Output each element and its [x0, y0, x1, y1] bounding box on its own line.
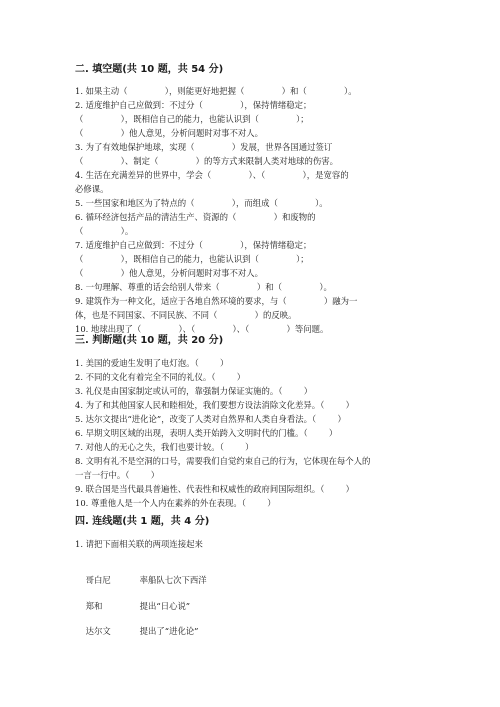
- text-line: （ ），既相信自己的能力，也能认识到（ ）；: [75, 114, 309, 124]
- text-line: 一言一行中。（ ）: [75, 470, 160, 480]
- matching-right-item[interactable]: 提出“日心说”: [139, 601, 191, 611]
- text-line: （ ）、制定（ ）的等方式来限制人类对地球的伤害。: [75, 156, 338, 166]
- text-line: 1. 美国的爱迪生发明了电灯泡。（ ）: [75, 358, 229, 368]
- text-line: 10. 地球出现了（ ）、（ ）、（ ）等问题。: [75, 324, 329, 334]
- section-title-matching: 四. 连线题(共 1 题，共 4 分): [75, 516, 210, 527]
- fill-blank-questions: [75, 84, 435, 336]
- true-false-questions: [75, 356, 435, 510]
- text-line: （ ）他人意见，分析问题时对事不对人。: [75, 128, 264, 138]
- text-line: 1. 请把下面相关联的两项连接起来: [75, 539, 203, 549]
- text-line: 体，也是不同国家、不同民族、不同（ ）的反映。: [75, 310, 297, 320]
- text-line: 6. 循环经济包括产品的清洁生产、资源的（ ）和废物的: [75, 212, 316, 222]
- text-line: 3. 为了有效地保护地球，实现（ ）发展，世界各国通过签订: [75, 142, 333, 152]
- text-line: 8. 文明有礼不是空洞的口号，需要我们自觉约束自己的行为，它体现在每个人的: [75, 456, 371, 466]
- text-line: 3. 礼仪是由国家制定或认可的，靠强制力保证实施的。（ ）: [75, 386, 313, 396]
- matching-right-item[interactable]: 提出了“进化论”: [139, 626, 199, 636]
- text-line: 7. 对他人的无心之失，我们也要计较。（ ）: [75, 442, 254, 452]
- matching-instructions: [75, 537, 435, 551]
- section-title-fill-blank: 二. 填空题(共 10 题，共 54 分): [75, 64, 224, 75]
- text-line: 4. 为了和其他国家人民和睦相处，我们要想方设法消除文化差异。（ ）: [75, 400, 355, 410]
- text-line: 必修课。: [75, 184, 109, 194]
- text-line: 2. 适度维护自己应做到：不过分（ ），保持情绪稳定；: [75, 100, 312, 110]
- text-line: 7. 适度维护自己应做到：不过分（ ），保持情绪稳定；: [75, 240, 312, 250]
- text-line: 5. 达尔文提出“进化论”，改变了人类对自然界和人类自身看法。（ ）: [75, 414, 346, 424]
- matching-row: [75, 613, 198, 649]
- text-line: 9. 建筑作为一种文化，适应于各地自然环境的要求，与（ ）融为一: [75, 296, 358, 306]
- text-line: 5. 一些国家和地区为了特点的（ ），而组成（ ）。: [75, 198, 328, 208]
- text-line: 4. 生活在充满差异的世界中，学会（ ）、（ ），是宽容的: [75, 170, 349, 180]
- text-line: （ ），既相信自己的能力，也能认识到（ ）；: [75, 254, 309, 264]
- text-line: 1. 如果主动（ ），则能更好地把握（ ）和（ ）。: [75, 86, 357, 96]
- text-line: 6. 早期文明区域的出现，表明人类开始跨入文明时代的门槛。（ ）: [75, 428, 338, 438]
- text-line: 10. 尊重他人是一个人内在素养的外在表现。（ ）: [75, 498, 276, 508]
- text-line: 8. 一句理解、尊重的话会给别人带来（ ）和（ ）。: [75, 282, 332, 292]
- matching-left-item[interactable]: 达尔文: [85, 626, 111, 636]
- matching-left-item[interactable]: 哥白尼: [85, 575, 111, 585]
- text-line: 2. 不同的文化有着完全不同的礼仪。（ ）: [75, 372, 246, 382]
- text-line: （ ）。: [75, 226, 134, 236]
- matching-left-item[interactable]: 郑和: [85, 601, 103, 611]
- text-line: （ ）他人意见，分析问题时对事不对人。: [75, 268, 264, 278]
- matching-right-item[interactable]: 率船队七次下西洋: [139, 575, 207, 585]
- text-line: 9. 联合国是当代最具普遍性、代表性和权威性的政府间国际组织。（ ）: [75, 484, 355, 494]
- section-title-true-false: 三. 判断题(共 10 题，共 20 分): [75, 335, 224, 346]
